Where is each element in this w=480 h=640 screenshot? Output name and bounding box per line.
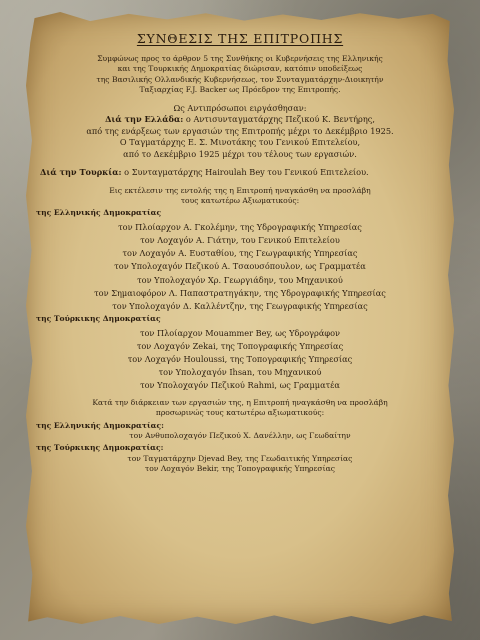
- greece-rep-line: από το Δεκέμβριο 1925 μέχρι του τέλους των εργασιών.: [123, 148, 357, 159]
- turkish-temp-label: της Τούρκικης Δημοκρατίας:: [36, 443, 164, 453]
- turkey-rep-label: Διά την Τουρκία:: [40, 167, 122, 178]
- mandate-paragraph: [26, 186, 454, 207]
- document-content: [26, 12, 454, 624]
- greece-representative: [26, 114, 454, 126]
- turkey-representative: [26, 167, 454, 179]
- representatives-heading: Ως Αντιπρόσωποι ειργάσθησαν:: [173, 102, 307, 113]
- intro-line: της Βασιλικής Ολλανδικής Κυβερνήσεως, τον Συνταγματάρχην-Διοικητήν: [96, 74, 384, 84]
- turkish-temp-members-list: [26, 454, 454, 475]
- turkish-section-label: της Τούρκικης Δημοκρατίας: [36, 314, 161, 324]
- intro-paragraph: [26, 54, 454, 96]
- intro-line: Ταξιαρχίας F.J. Backer ως Πρόεδρον της Επιτροπής.: [139, 85, 341, 95]
- list-item: τον Ανθυπολοχαγόν Πεζικού Χ. Δανέλλην, ως Γεωδαίτην: [129, 430, 351, 440]
- temporary-line: προσωρινώς τους κατωτέρω αξιωματικούς:: [155, 408, 325, 418]
- list-item: τον Σημαιοφόρον Λ. Παπαστρατηγάκην, της Υδρογραφικής Υπηρεσίας: [94, 287, 386, 298]
- intro-line: και της Τουρκικής Δημοκρατίας διώρισαν, κατόπιν υποδείξεως: [117, 64, 363, 74]
- list-item: τον Λοχαγόν Α. Γιάτην, του Γενικού Επιτελείου: [140, 235, 340, 246]
- list-item: τον Ταγματάρχην Djevad Bey, της Γεωδαιτικής Υπηρεσίας: [127, 453, 353, 463]
- list-item: τον Λοχαγόν Bekir, της Τοπογραφικής Υπηρεσίας: [145, 464, 335, 474]
- list-item: τον Πλοίαρχον Α. Γκολέμην, της Υδρογραφικής Υπηρεσίας: [118, 221, 362, 232]
- greece-rep-text: ο Αντισυνταγματάρχης Πεζικού Κ. Βεντήρης,: [183, 114, 375, 125]
- list-item: τον Υπολοχαγόν Δ. Καλλέντζην, της Γεωγραφικής Υπηρεσίας: [112, 301, 368, 312]
- temporary-line: Κατά την διάρκειαν των εργασιών της, η Επιτροπή ηναγκάσθη να προσλάβη: [92, 397, 388, 407]
- list-item: τον Λοχαγόν Α. Ευσταθίου, της Γεωγραφικής Υπηρεσίας: [122, 248, 358, 259]
- greece-rep-line: Ο Ταγματάρχης Ε. Σ. Μινοτάκης του Γενικού Επιτελείου,: [119, 137, 361, 148]
- list-item: τον Λοχαγόν Houloussi, της Τοπογραφικής Υπηρεσίας: [127, 354, 353, 365]
- list-item: τον Λοχαγόν Zekai, της Τοπογραφικής Υπηρεσίας: [136, 340, 344, 351]
- mandate-line: τους κατωτέρω Αξιωματικούς:: [180, 196, 300, 206]
- greece-rep-label: Διά την Ελλάδα:: [105, 114, 184, 125]
- list-item: τον Υπολοχαγόν Πεζικού Α. Τσαουσόπουλον, ως Γραμματέα: [114, 261, 366, 272]
- list-item: τον Υπολοχαγόν Χρ. Γεωργιάδην, του Μηχανικού: [137, 274, 343, 285]
- greek-temp-members-list: [26, 431, 454, 441]
- temporary-paragraph: [26, 398, 454, 419]
- list-item: τον Πλοίαρχον Mouammer Bey, ως Υδρογράφον: [139, 327, 341, 338]
- document-title: ΣΥΝΘΕΣΙΣ ΤΗΣ ΕΠΙΤΡΟΠΗΣ: [136, 31, 344, 46]
- greek-temp-label: της Ελληνικής Δημοκρατίας:: [36, 420, 164, 430]
- representatives-block: [26, 103, 454, 161]
- turkish-members-list: [26, 327, 454, 393]
- list-item: τον Υπολοχαγόν Πεζικού Rahmi, ως Γραμματέα: [140, 380, 340, 391]
- greece-rep-line: από της ενάρξεως των εργασιών της Επιτροπής μέχρι το Δεκέμβριο 1925.: [86, 125, 394, 136]
- list-item: τον Υπολοχαγόν Ihsan, του Μηχανικού: [158, 367, 322, 378]
- greek-section-label: της Ελληνικής Δημοκρατίας: [36, 208, 162, 218]
- mandate-line: Εις εκτέλεσιν της εντολής της η Επιτροπή ηναγκάσθη να προσλάβη: [109, 185, 371, 195]
- turkey-rep-text: ο Συνταγματάρχης Hairoulah Bey του Γενικού Επιτελείου.: [121, 167, 369, 178]
- intro-line: Συμφώνως προς το άρθρον 5 της Συνθήκης οι Κυβερνήσεις της Ελληνικής: [97, 54, 383, 63]
- greek-members-list: [26, 221, 454, 313]
